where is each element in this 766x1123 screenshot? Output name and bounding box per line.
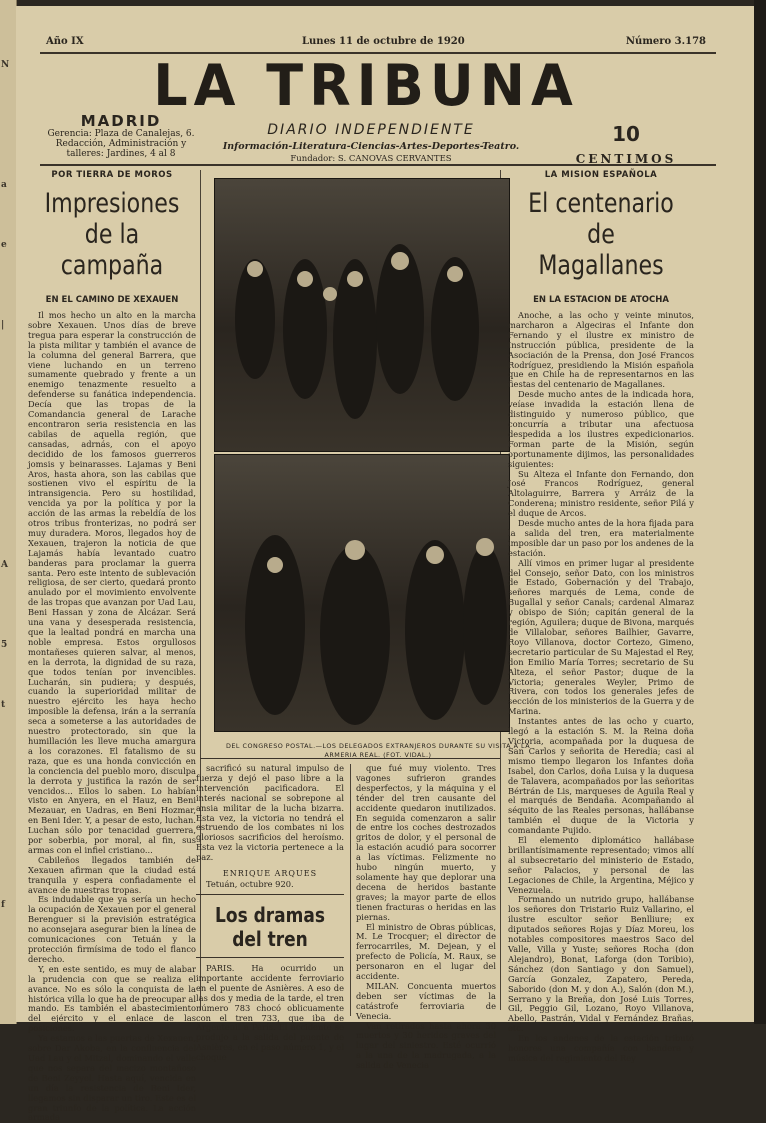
paragraph: que fué muy violento. Tres vagones sufrieron grandes desperfectos, y la máquina y el ténder del tren causante del accidente quedaron inutilizados. En seguida comenzaron a salir de entre los coches destrozados gritos de dolor, y el personal de la estación acudió para socorrer a las víctimas. Felizmente no hubo ningún muerto, y solamente hay que deplorar una decena de heridos bastante graves; la mayor parte de ellos tienen fracturas o heridas en las piernas.: [356, 763, 496, 922]
paragraph: Ya estamos a las puertas de Xexauen, sobre Dar Akoba, en la confluencia del Uad Lau y el Mitzal, dominando el valle que nos separa del macizo montañoso de Beni Zeyyel. Hasta aquí, vencida en un día la resistencia de Beni Ider, llegamos sin disparar un tiro. Este es el gran triunfo de la política. La acción armada: [28, 1033, 196, 1123]
paragraph: Desde mucho antes de la hora fijada para la salida del tren, era materialmente imposible dar un paso por los andenes de la estación.: [508, 518, 694, 558]
paragraph: PARIS. Ha ocurrido un importante accidente ferroviario en el puente de Asnières. A eso de las dos y media de la tarde, el tren número 783 chocó oblicuamente con el tren 733, que iba de Argenteuil a París. El accidente se produjo a la salida del puente de Asnières, en el paso número 1, y el choque: [196, 962, 344, 1063]
divider: [196, 894, 344, 895]
newspaper-page: [16, 6, 754, 1123]
right-article: [508, 170, 694, 1063]
paragraph: Formando un nutrido grupo, hallábanse los señores don Tristario Ruiz Vallarino, el ilustre escultor señor Benlliure; ex diputados señores Rojas y Díaz Moreu, los notables compositores maestros Saco del Valle, Villa y Yuste; señores Rocha (don Alejandro), Bonat, Laforga (don Toribio), Sánchez (don Santiago y don Samuel), García Gonzalez, Zapatero, Pereda, Saborido (don M. y don A.), Salón (don M.), Serrano y la Breña, don José Luis Torres, Gil, Peggio Gil, Lozano, Royo Villanova, Abello, Pastrán, Vidal y Fernández Brañas, etc.: [508, 894, 694, 1034]
column-divider: [350, 764, 351, 1016]
price-block: [546, 122, 706, 166]
paper-sections: Información-Literatura-Ciencias-Artes-Deportes-Teatro.: [222, 141, 520, 152]
left-subhead: EN EL CAMINO DE XEXAUEN: [45, 295, 179, 305]
continued-text: [196, 764, 344, 863]
right-subhead: EN LA ESTACION DE ATOCHA: [533, 295, 669, 305]
right-kicker: LA MISION ESPAÑOLA: [544, 170, 658, 180]
city-label: MADRID: [80, 112, 162, 130]
founder-label: Fundador: S. CANOVAS CERVANTES: [290, 154, 452, 164]
author-signature: ENRIQUE ARQUES: [222, 869, 318, 879]
dateline-text: [196, 880, 344, 890]
paper-subtitle: DIARIO INDEPENDIENTE: [267, 122, 475, 138]
issue-number: Número 3.178: [625, 36, 706, 47]
right-headline: El centenario de Magallanes: [528, 188, 674, 281]
paragraph: MILAN. Concuenta muertos deben ser víctimas de la catástrofe ferroviaria de Venecia.: [356, 980, 496, 1021]
paragraph: Tetuán, octubre 920.: [206, 879, 294, 890]
photo-caption: DEL CONGRESO POSTAL.—LOS DELEGADOS EXTRANJEROS DURANTE SU VISITA A LA ARMERIA REAL. (FOT. VIDAL.): [225, 742, 531, 759]
center-lower-right: [356, 763, 496, 1071]
left-kicker: POR TIERRA DE MOROS: [51, 170, 173, 180]
photo-delegates-top: [214, 178, 510, 452]
left-article-body: [28, 311, 196, 1123]
dramas-continued: [356, 764, 496, 1071]
paragraph: Allí vimos en primer lugar al presidente del Consejo, señor Dato, con los ministros de Estado, Gobernación y del Trabajo, señores marqués de Lema, conde de Bugallal y señor Canals; cardenal Almaraz y obispo de Sión; capitán general de la región, Aguilera; duque de Bivona, marqués de Villalobar, señores Bailhier, Gavarre, Royo Villanova, doctor Cortezo, Gimeno, secretario particular de Su Majestad el Rey, don Emilio María Torres; secretario de Su Alteza, el señor Pastor; duque de la Victoria; generales Weyler, Primo de Rivera, con todos los generales jefes de sección de los ministerios de la Guerra y de Marina.: [508, 557, 694, 717]
caption-rule: [200, 758, 500, 759]
paragraph: En los andenes de la estación tributó honores una compañía con bandera y música del regimiento del Rey: [508, 1033, 694, 1063]
adjacent-page-edge: N a e | A 5 t f: [0, 0, 17, 1024]
issue-date: Lunes 11 de octubre de 1920: [302, 36, 465, 47]
subtitle-block: [196, 122, 546, 164]
paragraph: Su Alteza el Infante don Fernando, don José Francos Rodríguez, general Altolaguirre, Barrera y Arráiz de la Conderena; ministro residente, señor Pilá y el duque de Arcos.: [508, 468, 694, 519]
left-headline: Impresiones de la campaña: [44, 188, 180, 281]
page-shadow-edge: [754, 0, 766, 1024]
paragraph: Van retirados hasta ahora 30 muertos y 30 heridos graves del lugar del siniestro. Esté ocurrió a la una de la madrugada, a la salida de Venecia: [356, 1020, 496, 1071]
center-lower-left: [196, 763, 344, 1063]
address-text: Gerencia: Plaza de Canalejas, 6. Redacción, Administración y talleres: Jardines, 4 al 8: [47, 129, 195, 159]
address-block: [46, 112, 196, 159]
photo-delegates-bottom: [214, 454, 510, 732]
paragraph: Instantes antes de las ocho y cuarto, llegó a la estación S. M. la Reina doña Victoria, acompañada por la duquesa de San Carlos y señorita de Heredia; casi al mismo tiempo llegaron los Infantes doña Isabel, don Carlos, doña Luisa y la duquesa de Talavera, acompañados por las señoritas Bértrán de Lis, marqueses de Aguila Real y el marqués de Bendaña. Acompañando al séquito de las Reales personas, hallábanse también el duque de la Victoria y comandante Pujido.: [508, 716, 694, 836]
left-article: [28, 170, 196, 1123]
divider: [196, 957, 344, 958]
right-article-body: [508, 311, 694, 1064]
paragraph: Anoche, a las ocho y veinte minutos, marcharon a Algeciras el Infante don Fernando y el ilustre ex ministro de Instrucción pública, presidente de la Asociación de la Prensa, don José Francos Rodríguez, presidiendo la Misión española que en Chile ha de representarnos en las fiestas del centenario de Magallanes.: [508, 310, 694, 390]
paragraph: Es indudable que ya sería un hecho la ocupación de Xexauen por el general Berenguer si la previsión estratégica no aconsejara asegurar bien la línea de comunicaciones con Tetuán y la protección firmísima de todo el flanco derecho.: [28, 894, 196, 964]
paragraph: Cabileños llegados también de Xexauen afirman que la ciudad está tranquila y espera confiadamente el avance de nuestras tropas.: [28, 854, 196, 895]
paragraph: Desde mucho antes de la indicada hora, veíase invadida la estación llena de distinguido y numeroso público, que concurría a tributar una afectuosa despedida a los ilustres expedicionarios. Forman parte de la Misión, según oportunamente dijimos, las personalidades siguientes:: [508, 389, 694, 469]
paragraph: El ministro de Obras públicas, M. Le Trocquer; el director de ferrocarriles, M. Dejean, y el prefecto de Policía, M. Raux, se personaron en el lugar del accidente.: [356, 921, 496, 982]
paragraph: sacrificó su natural impulso de fuerza y dejó el paso libre a la intervención pacificadora. El interés nacional se sobrepone al ansia militar de la lucha bizarra. Esta vez, la victoria no tendrá el estruendo de los combates ni los gloriosos sacrificios del heroísmo. Esta vez la victoria pertenece a la paz.: [196, 763, 344, 863]
price-unit: CENTIMOS: [575, 152, 677, 166]
paragraph: El elemento diplomático hallábase brillantísimamente representado; vimos allí al subsecretario del ministerio de Estado, señor Palacios, y personal de las Legaciones de Chile, la Argentina, Méjico y Venezuela.: [508, 835, 694, 895]
dramas-headline: Los dramas del tren: [215, 902, 325, 951]
price-value: 10: [612, 122, 640, 146]
paragraph: Y, en este sentido, es muy de alabar la prudencia con que se realiza el avance. No es sólo la conquista de la histórica villa lo que ha de preocupar al mando. Es también el abastecimiento del ejército y el enlace de las posiciones.: [28, 963, 196, 1034]
masthead-title: LA TRIBUNA: [153, 52, 579, 119]
masthead-rule: [40, 164, 716, 166]
paragraph: Il mos hecho un alto en la marcha sobre Xexauen. Unos días de breve tregua para esperar la construcción de la pista militar y también el avance de la columna del general Barrera, que viene luchando en un terreno sumamente quebrado y frente a un enemigo tenazmente resuelto a defenderse su fanática independencia. Decía que las tropas de la Comandancia general de Larache encontraron seria resistencia en las cabilas de aquella región, que cansadas, adrnás, con el apoyo decidido de los famosos guerreros jomsis y beinarasses. Lajamas y Beni Aros, hasta ahora, son las cabilas que sostienen vivo el espíritu de la intransigencia. Pero su hostilidad, vencida ya por la política y por la acción de las armas la rebeldía de los otros tribus fronterizas, no podrá ser muy duradera. Moros, llegados hoy de Xexauen, trajeron la noticia de que Lajamás había levantado cuatro banderas para proclamar la guerra santa. Pero este intento de sublevación religiosa, de ser cierto, quedará pronto anulado por el movimiento envolvente de las tropas que avanzan por Uad Lau, Beni Hassan y zona de Alcázar. Será una vana y desesperada resistencia, que la lealtad pondrá en marcha una noble empresa. Estos orgullosos montañeses quieren salvar, al menos, en la derrota, la dignidad de su raza, que todos tenían por invencibles. Lucharán, sin pudiera; y después, cuando la superioridad militar de nuestro ejército les haya hecho imposible la defensa, irán a la serranía seca a someterse a las autoridades de nuestro protectorado, sin que la humillación les lleve mucha amargura a los corazones. El fatalismo de su raza, que es una honda convicción en la conciencia del pueblo moro, disculpa la derrota y justifica la razón de ser vencidos... Ellos lo saben. Lo habían visto en Anyera, en el Hauz, en Beni Mezauar, en Uadras, en Beni Hozmar, en Beni Ider. Y, a pesar de esto, luchan. Luchan sólo por tenacidad guerrera, por soberbia, por moral, al fin, sus armas con el infiel cristiano...: [28, 310, 196, 855]
dramas-body: [196, 964, 344, 1063]
year-label: Año IX: [46, 36, 84, 47]
